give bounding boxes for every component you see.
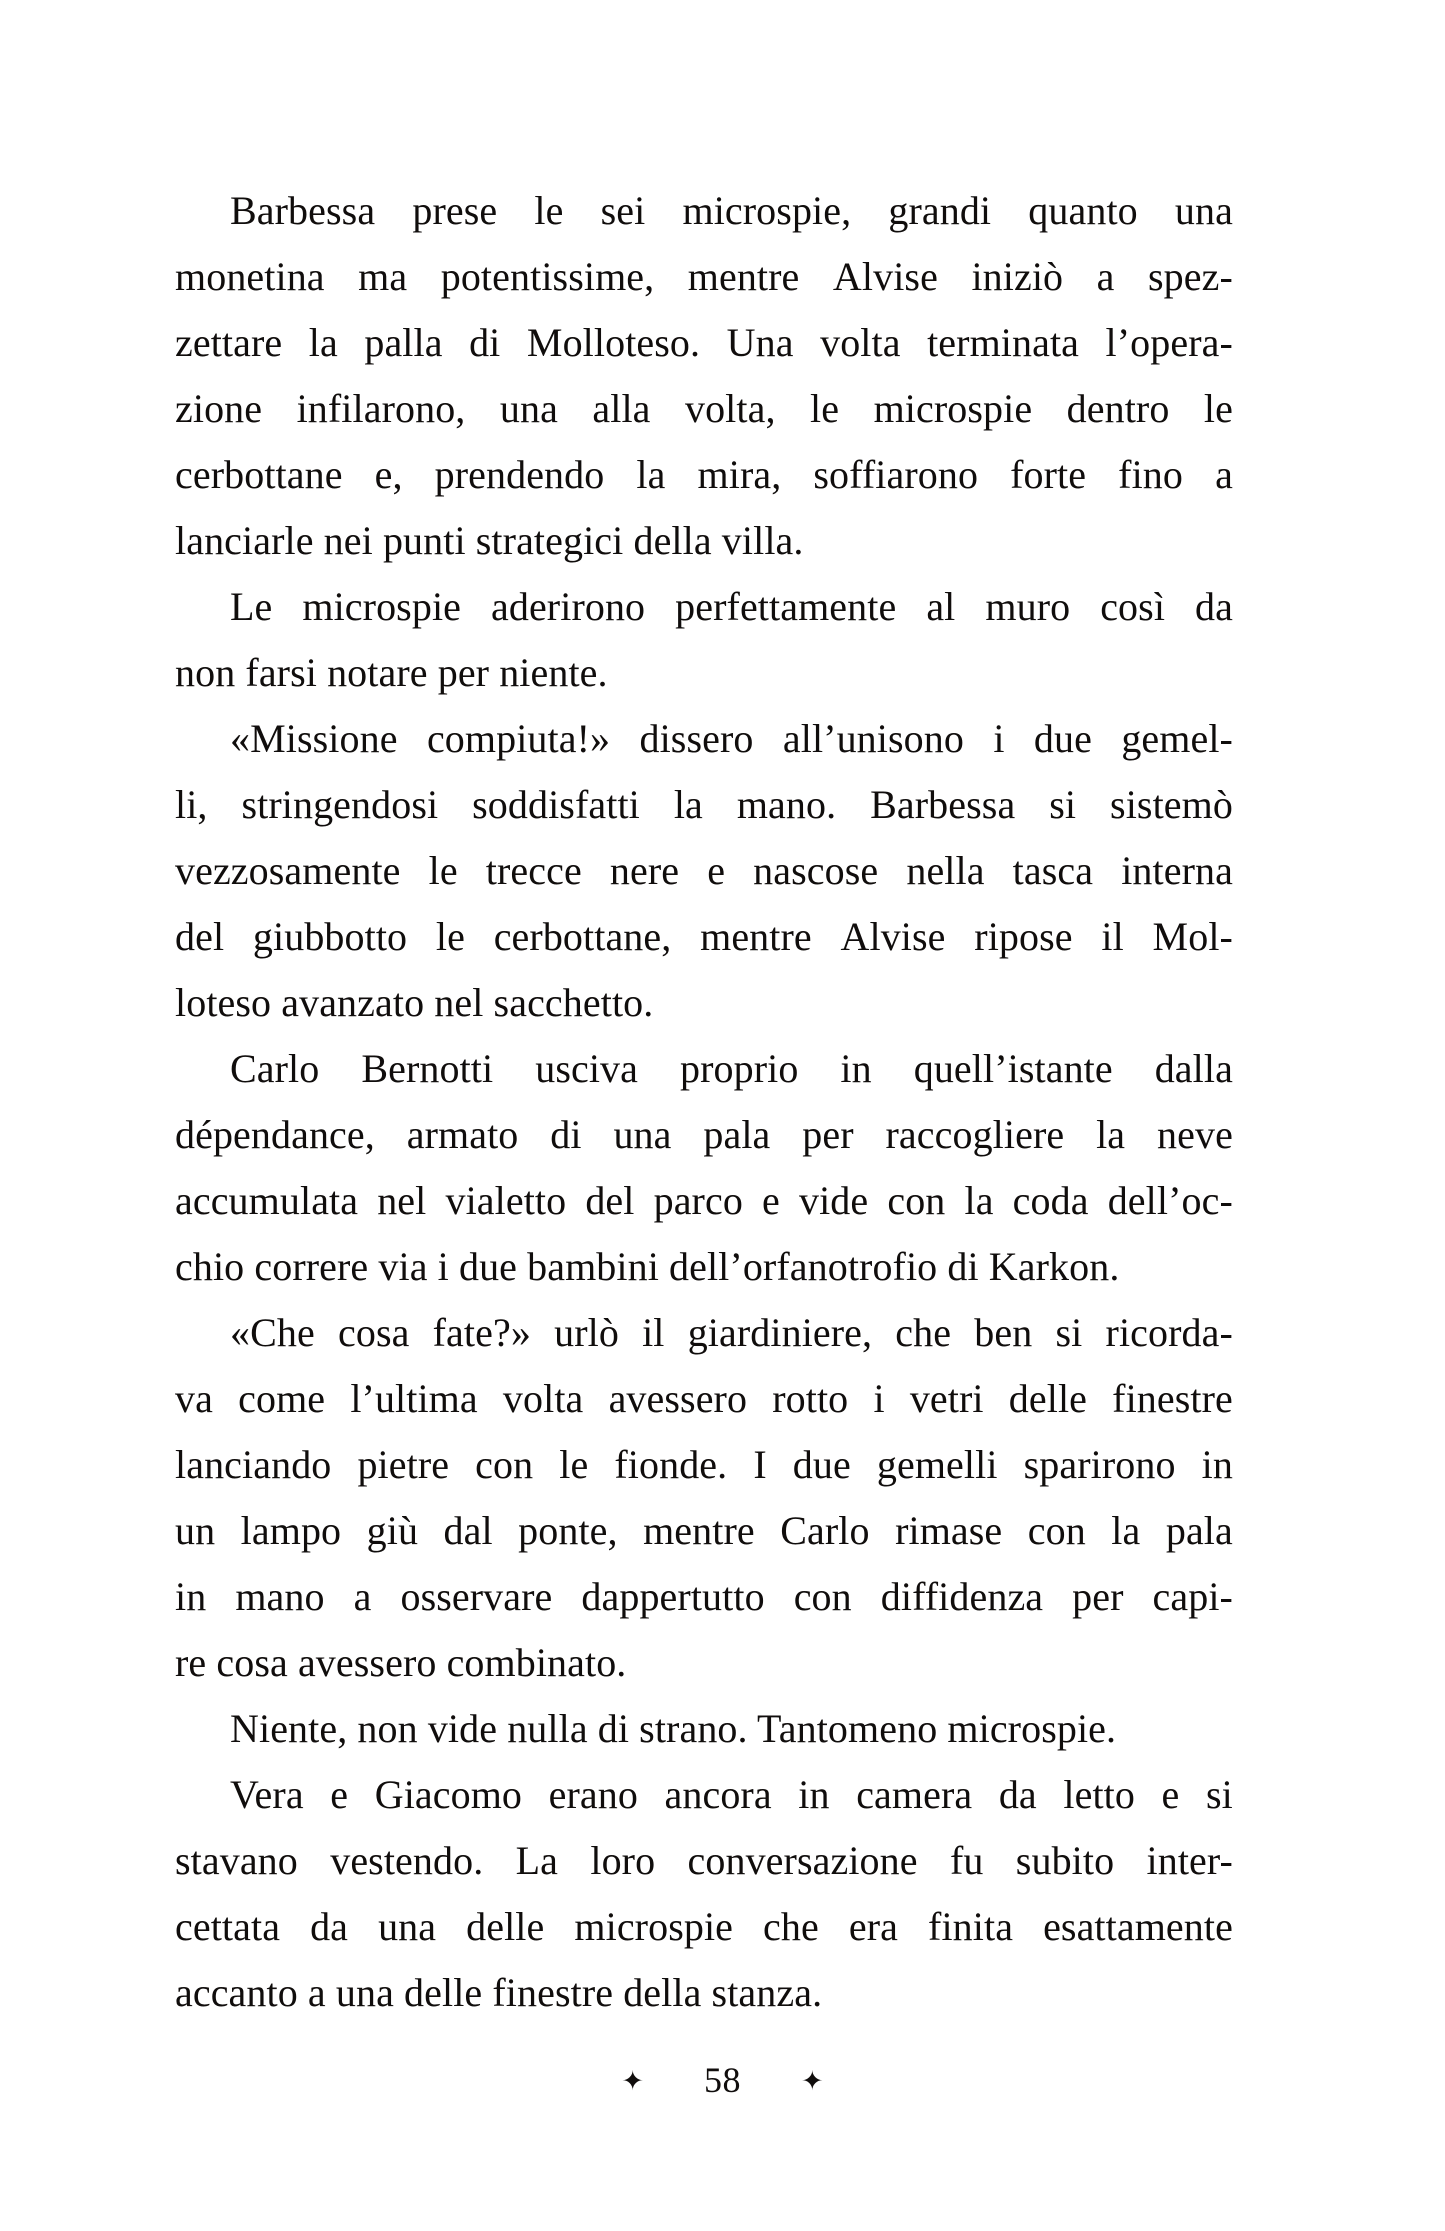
text-line: vezzosamente le trecce nere e nascose nella tasca interna: [175, 848, 1233, 893]
page-number: 58: [704, 2060, 741, 2100]
text-line: monetina ma potentissime, mentre Alvise iniziò a spez-: [175, 254, 1233, 299]
text-line: loteso avanzato nel sacchetto.: [175, 980, 654, 1025]
text-line: in mano a osservare dappertutto con diffidenza per capi-: [175, 1574, 1233, 1619]
text-line: «Che cosa fate?» urlò il giardiniere, che ben si ricorda-: [230, 1310, 1233, 1355]
text-line: un lampo giù dal ponte, mentre Carlo rimase con la pala: [175, 1508, 1233, 1553]
text-line: Carlo Bernotti usciva proprio in quell’istante dalla: [230, 1046, 1233, 1091]
text-line: accumulata nel vialetto del parco e vide con la coda dell’oc-: [175, 1178, 1233, 1223]
text-line: va come l’ultima volta avessero rotto i vetri delle finestre: [175, 1376, 1233, 1421]
text-line: dépendance, armato di una pala per raccogliere la neve: [175, 1112, 1233, 1157]
paragraph: [175, 1300, 1233, 1696]
page-footer-folio: [0, 2062, 1445, 2098]
text-line: lanciando pietre con le fionde. I due gemelli sparirono in: [175, 1442, 1233, 1487]
text-line: chio correre via i due bambini dell’orfanotrofio di Karkon.: [175, 1244, 1120, 1289]
paragraph: [175, 706, 1233, 1036]
paragraph: [175, 574, 1233, 706]
text-line: Barbessa prese le sei microspie, grandi quanto una: [230, 188, 1233, 233]
text-line: accanto a una delle finestre della stanza.: [175, 1970, 823, 2015]
text-line: Niente, non vide nulla di strano. Tantomeno microspie.: [230, 1706, 1117, 1751]
paragraph: [175, 1762, 1233, 2026]
text-line: cettata da una delle microspie che era finita esattamente: [175, 1904, 1233, 1949]
text-line: Vera e Giacomo erano ancora in camera da letto e si: [230, 1772, 1233, 1817]
star-ornament-right-icon: ✦: [801, 2065, 824, 2097]
text-line: lanciarle nei punti strategici della villa.: [175, 518, 804, 563]
text-line: non farsi notare per niente.: [175, 650, 608, 695]
text-line: cerbottane e, prendendo la mira, soffiarono forte fino a: [175, 452, 1233, 497]
text-line: stavano vestendo. La loro conversazione fu subito inter-: [175, 1838, 1233, 1883]
text-line: zettare la palla di Molloteso. Una volta terminata l’opera-: [175, 320, 1233, 365]
page-body-text: [175, 178, 1233, 2026]
text-line: del giubbotto le cerbottane, mentre Alvise ripose il Mol-: [175, 914, 1233, 959]
text-line: re cosa avessero combinato.: [175, 1640, 627, 1685]
star-ornament-left-icon: ✦: [621, 2065, 644, 2097]
text-line: Le microspie aderirono perfettamente al muro così da: [230, 584, 1233, 629]
paragraph: [175, 1036, 1233, 1300]
text-line: li, stringendosi soddisfatti la mano. Barbessa si sistemò: [175, 782, 1233, 827]
paragraph: [175, 178, 1233, 574]
text-line: «Missione compiuta!» dissero all’unisono i due gemel-: [230, 716, 1233, 761]
text-line: zione infilarono, una alla volta, le microspie dentro le: [175, 386, 1233, 431]
paragraph: [175, 1696, 1233, 1762]
